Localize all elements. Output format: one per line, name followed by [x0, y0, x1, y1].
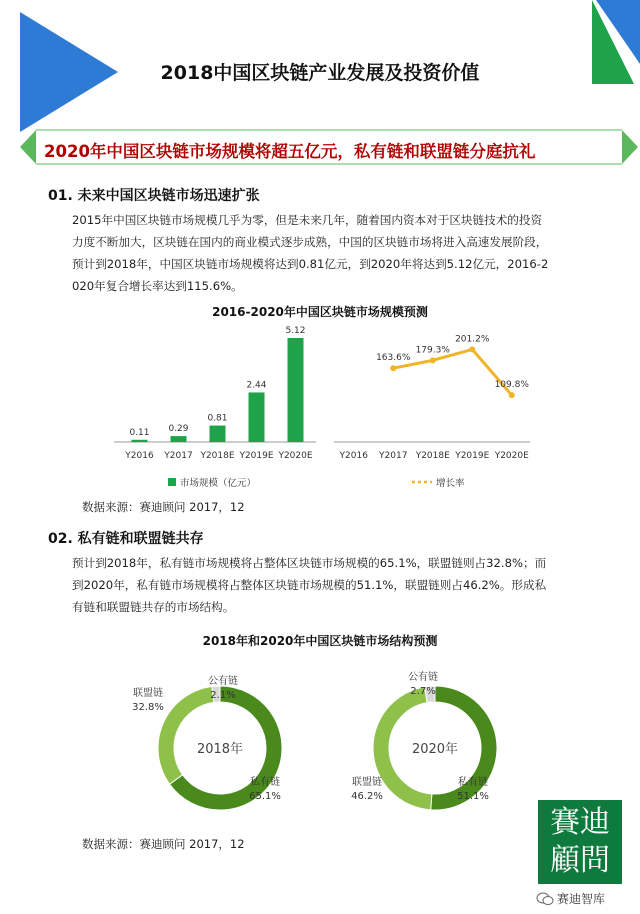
paragraph-line: 020年复合增长率达到115.6%。	[72, 279, 243, 293]
bar-value-label: 2.44	[246, 380, 267, 391]
logo-text: 賽迪顧問	[550, 805, 610, 878]
section-heading-1: 01. 未来中国区块链市场迅速扩张	[48, 188, 260, 204]
x-tick-label: Y2020E	[278, 451, 313, 461]
slice-value-label: 51.1%	[457, 791, 489, 802]
wechat-watermark	[536, 890, 605, 907]
x-tick-label: Y2016	[339, 451, 368, 461]
wechat-account-name: 赛迪智库	[557, 892, 606, 906]
slice-name-label: 联盟链	[133, 688, 163, 699]
bar	[210, 426, 226, 442]
donut-center-label: 2018年	[196, 742, 244, 757]
slice-name-label: 私有链	[250, 777, 280, 788]
slice-value-label: 65.1%	[249, 791, 281, 802]
x-tick-label: Y2018E	[415, 451, 450, 461]
wechat-icon	[536, 892, 554, 906]
paragraph-line: 2015年中国区块链市场规模几乎为零，但是未来几年，随着国内资本对于区块链技术的投资	[72, 213, 543, 227]
data-point	[430, 357, 436, 363]
x-tick-label: Y2016	[125, 451, 154, 461]
slice-value-label: 2.1%	[210, 690, 236, 701]
ccid-logo	[538, 800, 622, 884]
x-tick-label: Y2019E	[239, 451, 274, 461]
paragraph-line: 到2020年，私有链市场规模将占整体区块链市场规模的51.1%，联盟链则占46.2%。形成私	[72, 578, 547, 592]
legend-swatch	[168, 478, 176, 486]
bar	[171, 436, 187, 442]
slice-value-label: 32.8%	[132, 702, 164, 713]
page-title: 2018中国区块链产业发展及投资价值	[160, 62, 480, 84]
banner-headline: 2020年中国区块链市场规模将超五亿元，私有链和联盟链分庭抗礼	[44, 142, 536, 161]
bar-line-chart-title: 2016-2020年中国区块链市场规模预测	[212, 305, 428, 319]
paragraph-line: 预计到2018年，私有链市场规模将占整体区块链市场规模的65.1%，联盟链则占32.8%；而	[72, 556, 547, 570]
slice-name-label: 公有链	[208, 676, 238, 687]
banner-right-triangle	[622, 130, 638, 164]
slice-value-label: 2.7%	[410, 686, 436, 697]
legend-label: 市场规模（亿元）	[180, 478, 257, 489]
slice-value-label: 46.2%	[351, 791, 383, 802]
growth-rate-line-chart	[330, 320, 535, 495]
point-value-label: 109.8%	[494, 380, 529, 391]
bar	[249, 392, 265, 442]
section-paragraph-1	[72, 209, 548, 297]
section-heading-2: 02. 私有链和联盟链共存	[48, 531, 204, 547]
x-tick-label: Y2017	[379, 451, 408, 461]
legend-label: 增长率	[436, 478, 465, 489]
donut-center-label: 2020年	[411, 742, 459, 757]
data-point	[469, 346, 475, 352]
bar-value-label: 0.81	[207, 413, 228, 424]
slice-name-label: 联盟链	[352, 777, 382, 788]
data-source-1: 数据来源：赛迪顾问 2017，12	[82, 500, 245, 514]
data-point	[390, 365, 396, 371]
x-tick-label: Y2017	[164, 451, 193, 461]
bar	[288, 338, 304, 442]
point-value-label: 179.3%	[415, 345, 450, 356]
bar-value-label: 5.12	[285, 326, 306, 336]
x-tick-label: Y2019E	[455, 451, 490, 461]
slice-name-label: 私有链	[458, 777, 488, 788]
donut-chart-2020	[335, 660, 535, 820]
data-point	[509, 392, 515, 398]
donut-chart-2018	[120, 660, 320, 820]
donut-slice	[158, 687, 214, 785]
paragraph-line: 预计到2018年，中国区块链市场规模将达到0.81亿元，到2020年将达到5.12亿元，2016-2	[72, 257, 549, 271]
bar-value-label: 0.11	[129, 427, 150, 438]
donut-charts-title: 2018年和2020年中国区块链市场结构预测	[202, 634, 438, 648]
bar-value-label: 0.29	[168, 424, 189, 435]
slice-name-label: 公有链	[408, 672, 438, 683]
point-value-label: 201.2%	[455, 334, 490, 345]
point-value-label: 163.6%	[376, 353, 411, 364]
paragraph-line: 力度不断加大，区块链在国内的商业模式逐步成熟，中国的区块链市场将进入高速发展阶段，	[72, 235, 548, 249]
banner-left-triangle	[20, 130, 36, 164]
paragraph-line: 有链和联盟链共存的市场结构。	[72, 600, 235, 614]
x-tick-label: Y2018E	[200, 451, 235, 461]
x-tick-label: Y2020E	[494, 451, 529, 461]
bar	[132, 440, 148, 442]
market-size-bar-chart	[110, 320, 320, 495]
section-paragraph-2	[72, 552, 546, 618]
data-source-2: 数据来源：赛迪顾问 2017，12	[82, 837, 245, 851]
